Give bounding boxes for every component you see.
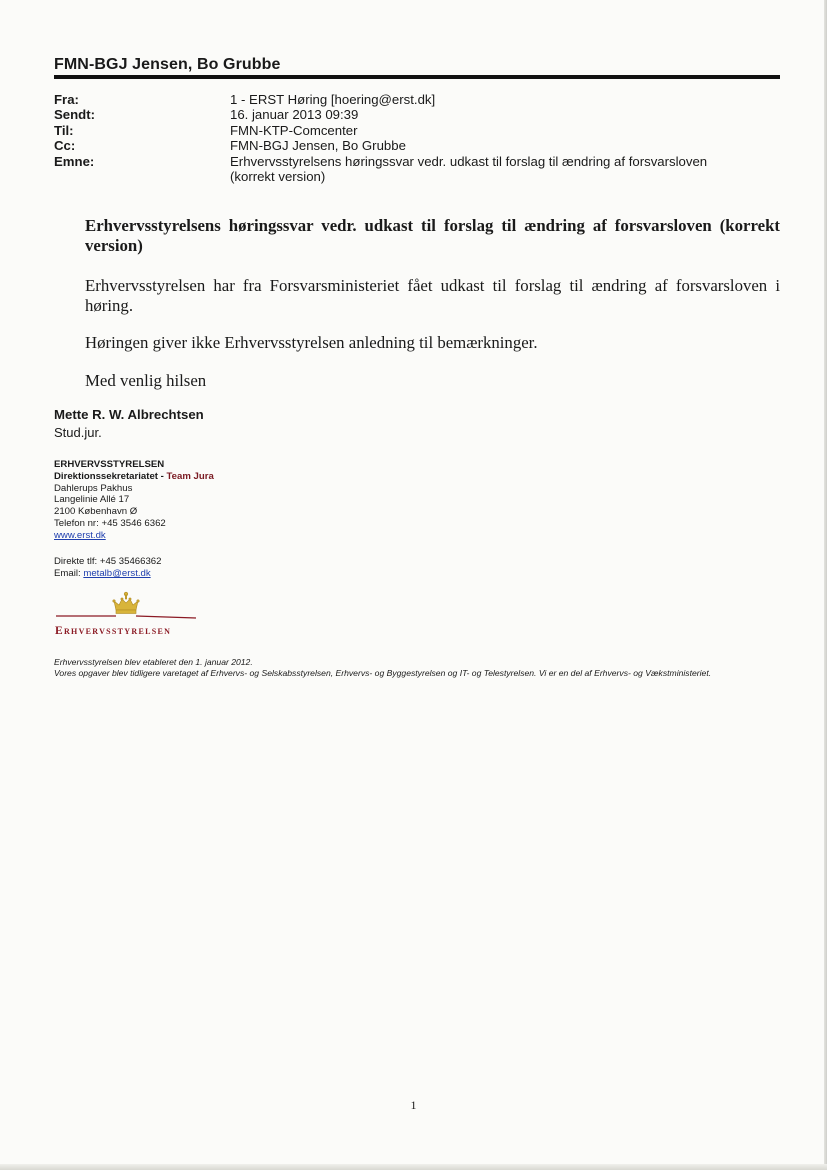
body-paragraph-1: Erhvervsstyrelsen har fra Forsvarsministeriet fået udkast til forslag til ændring af forsvarsloven i høring. xyxy=(85,276,780,315)
department-name: Direktionssekretariatet - xyxy=(54,470,167,482)
address-line-1: Dahlerups Pakhus xyxy=(54,482,133,494)
meta-label-from: Fra: xyxy=(54,92,79,107)
organization-phone: Telefon nr: +45 3546 6362 xyxy=(54,517,166,529)
organization-name: ERHVERVSSTYRELSEN xyxy=(54,459,165,470)
page-number: 1 xyxy=(410,1098,417,1112)
meta-value-subject-line2: (korrekt version) xyxy=(230,169,326,185)
direct-contact-block xyxy=(54,556,161,580)
footer-line-1: Erhvervsstyrelsen blev etableret den 1. januar 2012. xyxy=(54,657,253,667)
meta-label-to: Til: xyxy=(54,122,74,138)
crown-icon xyxy=(113,592,139,613)
organization-block xyxy=(54,459,214,542)
meta-value-subject-line1: Erhvervsstyrelsens høringssvar vedr. udkast til forslag til ændring af forsvarsloven xyxy=(230,153,708,169)
meta-label-subject: Emne: xyxy=(54,153,95,169)
footer-note xyxy=(54,657,784,679)
organization-department xyxy=(54,471,214,483)
meta-row-from xyxy=(54,92,780,107)
meta-row-sent xyxy=(54,107,780,122)
meta-value-from: 1 - ERST Høring [hoering@erst.dk] xyxy=(230,92,436,107)
meta-value-subject xyxy=(230,154,780,185)
meta-row-subject xyxy=(54,154,780,185)
header-title: FMN-BGJ Jensen, Bo Grubbe xyxy=(54,56,281,73)
meta-row-cc xyxy=(54,138,780,153)
email-link[interactable]: metalb@erst.dk xyxy=(83,568,151,579)
meta-label-cc: Cc: xyxy=(54,138,76,154)
page-edge-bottom xyxy=(0,1164,827,1170)
meta-label-sent: Sendt: xyxy=(54,107,96,123)
address-line-2: Langelinie Allé 17 xyxy=(54,494,130,506)
meta-value-cc: FMN-BGJ Jensen, Bo Grubbe xyxy=(230,138,406,154)
footer-line-2: Vores opgaver blev tidligere varetaget af Erhvervs- og Selskabsstyrelsen, Erhvervs- og Byggestyrelsen og IT- og Telestyrelsen. Vi er en del af Erhvervs- og Vækstministeriet. xyxy=(54,667,712,678)
logo-rule-right xyxy=(136,616,196,618)
meta-value-sent: 16. januar 2013 09:39 xyxy=(230,107,359,123)
direct-phone: Direkte tlf: +45 35466362 xyxy=(54,556,162,567)
address-line-3: 2100 København Ø xyxy=(54,506,138,518)
signature-name: Mette R. W. Albrechtsen xyxy=(54,407,204,422)
website-link[interactable]: www.erst.dk xyxy=(54,529,106,541)
email-meta xyxy=(54,92,780,184)
signature-title: Stud.jur. xyxy=(54,425,102,440)
team-name: Team Jura xyxy=(166,470,214,482)
email-label: Email: xyxy=(54,568,84,579)
subject-heading: Erhvervsstyrelsens høringssvar vedr. udkast til forslag til ændring af forsvarsloven (korrekt version) xyxy=(85,216,780,255)
header-rule xyxy=(54,75,780,79)
logo-text: Erhvervsstyrelsen xyxy=(55,625,172,637)
closing-greeting: Med venlig hilsen xyxy=(85,371,207,390)
email-line xyxy=(54,568,161,580)
meta-value-to: FMN-KTP-Comcenter xyxy=(230,122,358,138)
meta-row-to xyxy=(54,123,780,138)
body-paragraph-2: Høringen giver ikke Erhvervsstyrelsen anledning til bemærkninger. xyxy=(85,333,538,352)
